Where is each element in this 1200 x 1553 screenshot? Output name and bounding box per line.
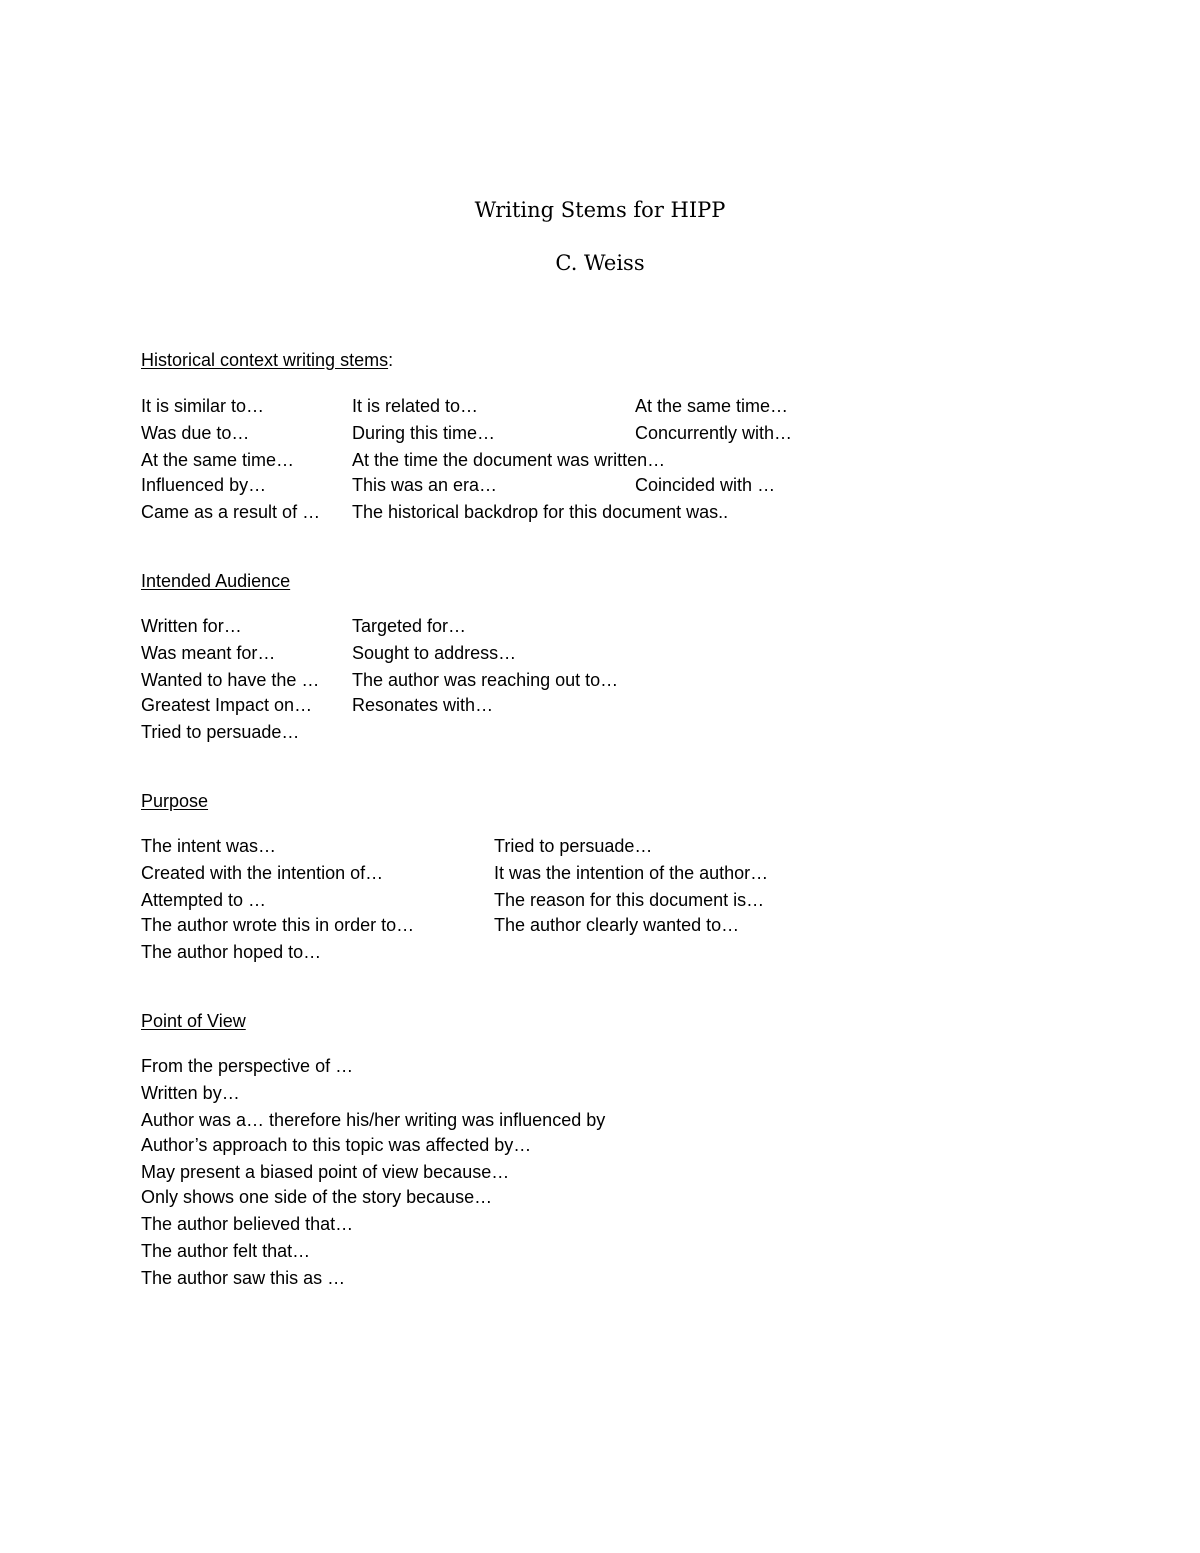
list-item: During this time… [352,423,496,443]
list-item: Wanted to have the … [141,670,320,690]
list-item: Tried to persuade… [141,722,300,742]
list-item: At the time the document was written… [352,450,666,470]
pov-heading: Point of View [141,1011,246,1031]
list-item: Resonates with… [352,695,494,715]
historical-heading-text: Historical context writing stems [141,350,389,370]
list-item: At the same time… [141,450,295,470]
list-item: Greatest Impact on… [141,695,313,715]
list-item: Coincided with … [635,475,776,495]
audience-heading: Intended Audience [141,571,291,591]
list-item: It is similar to… [141,396,265,416]
list-item: Written by… [141,1083,240,1103]
list-item: It was the intention of the author… [494,863,769,883]
list-item: The historical backdrop for this document was.. [352,502,729,522]
list-item: The intent was… [141,836,277,856]
list-item: It is related to… [352,396,479,416]
list-item: The author saw this as … [141,1268,346,1288]
list-item: At the same time… [635,396,789,416]
purpose-heading: Purpose [141,791,209,811]
document-title: Writing Stems for HIPP [474,198,726,222]
list-item: Sought to address… [352,643,517,663]
list-item: The author clearly wanted to… [494,915,740,935]
list-item: The reason for this document is… [494,890,765,910]
list-item: Came as a result of … [141,502,321,522]
list-item: Tried to persuade… [494,836,653,856]
list-item: The author felt that… [141,1241,311,1261]
list-item: Was meant for… [141,643,276,663]
list-item: The author hoped to… [141,942,322,962]
list-item: Author’s approach to this topic was affected by… [141,1135,532,1155]
historical-heading-colon: : [388,350,394,370]
list-item: The author was reaching out to… [352,670,619,690]
list-item: Influenced by… [141,475,267,495]
list-item: Written for… [141,616,242,636]
list-item: Author was a… therefore his/her writing was influenced by [141,1110,606,1130]
list-item: The author believed that… [141,1214,354,1234]
list-item: Only shows one side of the story because… [141,1187,493,1207]
historical-heading [141,350,393,371]
list-item: From the perspective of … [141,1056,354,1076]
list-item: Attempted to … [141,890,267,910]
list-item: May present a biased point of view because… [141,1162,510,1182]
list-item: This was an era… [352,475,498,495]
list-item: Was due to… [141,423,250,443]
document-author: C. Weiss [555,251,645,275]
list-item: Created with the intention of… [141,863,384,883]
list-item: Targeted for… [352,616,467,636]
list-item: The author wrote this in order to… [141,915,415,935]
list-item: Concurrently with… [635,423,793,443]
